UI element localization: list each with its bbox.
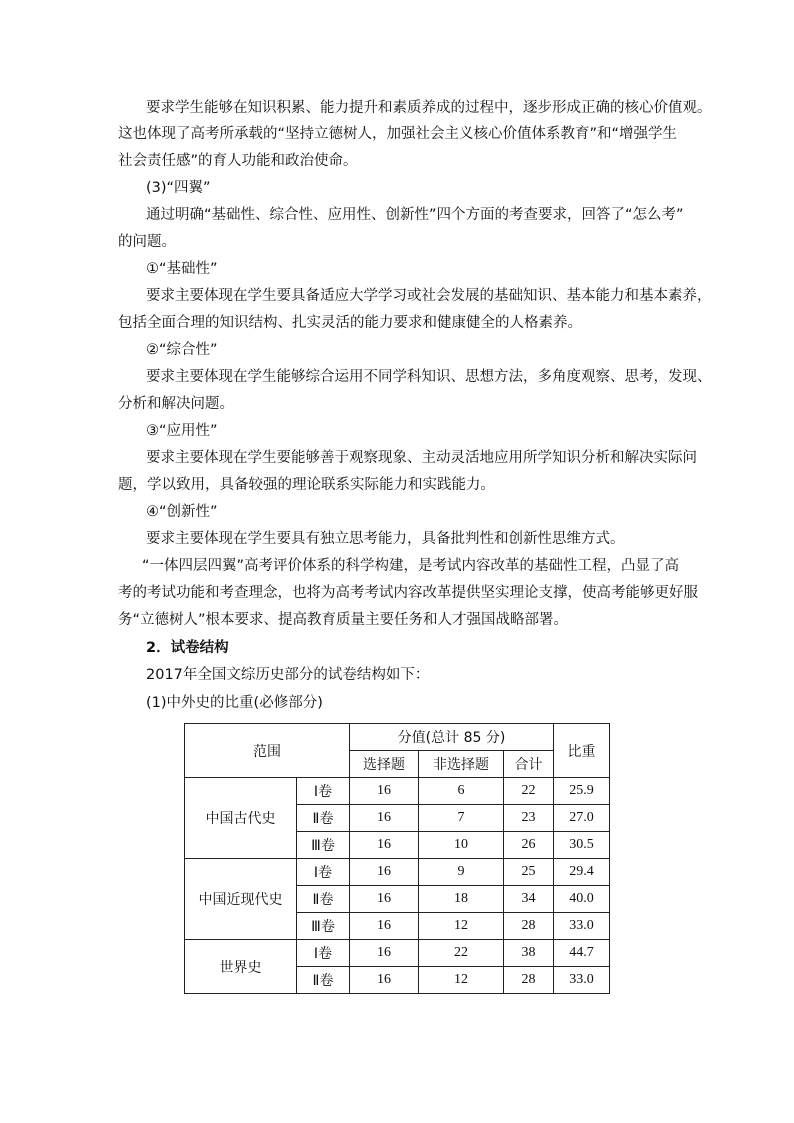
group-name-modern-china: 中国近现代史 bbox=[185, 859, 297, 940]
paragraph-line: 的问题。 bbox=[118, 234, 176, 250]
table-row bbox=[185, 778, 610, 805]
section-heading-four-wings: (3)“四翼” bbox=[146, 180, 211, 196]
group-name-world-history: 世界史 bbox=[185, 940, 297, 994]
paper-cell: Ⅲ卷 bbox=[297, 913, 350, 940]
total-cell: 34 bbox=[504, 886, 554, 913]
paragraph-line: “一体四层四翼”高考评价体系的科学构建，是考试内容改革的基础性工程，凸显了高 bbox=[142, 558, 680, 574]
ratio-cell: 40.0 bbox=[554, 886, 610, 913]
paper-cell: Ⅱ卷 bbox=[297, 886, 350, 913]
non-choice-cell: 22 bbox=[419, 940, 504, 967]
paragraph-line: 务“立德树人”根本要求、提高教育质量主要任务和人才强国战略部署。 bbox=[118, 612, 569, 628]
ratio-cell: 25.9 bbox=[554, 778, 610, 805]
ratio-cell: 27.0 bbox=[554, 805, 610, 832]
header-ratio: 比重 bbox=[554, 724, 610, 778]
paragraph-line: 要求主要体现在学生能够综合运用不同学科知识、思想方法，多角度观察、思考，发现、 bbox=[146, 369, 712, 385]
header-choice: 选择题 bbox=[350, 751, 419, 778]
group-name-ancient-china: 中国古代史 bbox=[185, 778, 297, 859]
header-total: 合计 bbox=[504, 751, 554, 778]
total-cell: 28 bbox=[504, 967, 554, 994]
total-cell: 23 bbox=[504, 805, 554, 832]
ratio-cell: 30.5 bbox=[554, 832, 610, 859]
non-choice-cell: 6 bbox=[419, 778, 504, 805]
paragraph-line: 社会责任感”的育人功能和政治使命。 bbox=[118, 153, 358, 169]
paragraph-line: 通过明确“基础性、综合性、应用性、创新性”四个方面的考查要求，回答了“怎么考” bbox=[146, 207, 684, 223]
paragraph-line: 2017年全国文综历史部分的试卷结构如下： bbox=[146, 667, 430, 683]
header-non-choice: 非选择题 bbox=[419, 751, 504, 778]
header-score-group: 分值(总计 85 分) bbox=[350, 724, 554, 751]
non-choice-cell: 18 bbox=[419, 886, 504, 913]
subheading-comprehensive: ②“综合性” bbox=[146, 342, 218, 358]
total-cell: 28 bbox=[504, 913, 554, 940]
paragraph-line: 要求主要体现在学生要具有独立思考能力，具备批判性和创新性思维方式。 bbox=[146, 531, 625, 547]
paragraph-line: 分析和解决问题。 bbox=[118, 396, 234, 412]
choice-cell: 16 bbox=[350, 886, 419, 913]
paper-cell: Ⅰ卷 bbox=[297, 778, 350, 805]
ratio-cell: 44.7 bbox=[554, 940, 610, 967]
paragraph-line: 包括全面合理的知识结构、扎实灵活的能力要求和健康健全的人格素养。 bbox=[118, 315, 582, 331]
total-cell: 38 bbox=[504, 940, 554, 967]
table-row bbox=[185, 940, 610, 967]
choice-cell: 16 bbox=[350, 967, 419, 994]
total-cell: 22 bbox=[504, 778, 554, 805]
paragraph-line: 要求主要体现在学生要能够善于观察现象、主动灵活地应用所学知识分析和解决实际问 bbox=[146, 450, 697, 466]
paper-cell: Ⅰ卷 bbox=[297, 859, 350, 886]
score-distribution-table bbox=[184, 723, 610, 994]
paragraph-line: 这也体现了高考所承载的“坚持立德树人，加强社会主义核心价值体系教育”和“增强学生 bbox=[118, 126, 678, 142]
table-row bbox=[185, 859, 610, 886]
paper-cell: Ⅰ卷 bbox=[297, 940, 350, 967]
subheading-innovative: ④“创新性” bbox=[146, 504, 218, 520]
non-choice-cell: 12 bbox=[419, 967, 504, 994]
choice-cell: 16 bbox=[350, 805, 419, 832]
paragraph-line: 考的考试功能和考查理念，也将为高考考试内容改革提供坚实理论支撑，使高考能够更好服 bbox=[118, 585, 698, 601]
section-heading-paper-structure: 2．试卷结构 bbox=[146, 640, 229, 656]
ratio-cell: 29.4 bbox=[554, 859, 610, 886]
paragraph-line: 要求主要体现在学生要具备适应大学学习或社会发展的基础知识、基本能力和基本素养， bbox=[146, 288, 712, 304]
paragraph-line: 题，学以致用，具备较强的理论联系实际能力和实践能力。 bbox=[118, 477, 495, 493]
ratio-cell: 33.0 bbox=[554, 967, 610, 994]
subheading-basic: ①“基础性” bbox=[146, 261, 218, 277]
choice-cell: 16 bbox=[350, 859, 419, 886]
choice-cell: 16 bbox=[350, 778, 419, 805]
paper-cell: Ⅲ卷 bbox=[297, 832, 350, 859]
header-range: 范围 bbox=[185, 724, 350, 778]
choice-cell: 16 bbox=[350, 832, 419, 859]
subheading-applied: ③“应用性” bbox=[146, 423, 218, 439]
non-choice-cell: 10 bbox=[419, 832, 504, 859]
paper-cell: Ⅱ卷 bbox=[297, 967, 350, 994]
table-caption: (1)中外史的比重(必修部分) bbox=[146, 695, 323, 711]
paragraph-line: 要求学生能够在知识积累、能力提升和素质养成的过程中，逐步形成正确的核心价值观。 bbox=[146, 100, 712, 116]
choice-cell: 16 bbox=[350, 913, 419, 940]
choice-cell: 16 bbox=[350, 940, 419, 967]
non-choice-cell: 9 bbox=[419, 859, 504, 886]
ratio-cell: 33.0 bbox=[554, 913, 610, 940]
paper-cell: Ⅱ卷 bbox=[297, 805, 350, 832]
non-choice-cell: 12 bbox=[419, 913, 504, 940]
total-cell: 26 bbox=[504, 832, 554, 859]
total-cell: 25 bbox=[504, 859, 554, 886]
non-choice-cell: 7 bbox=[419, 805, 504, 832]
